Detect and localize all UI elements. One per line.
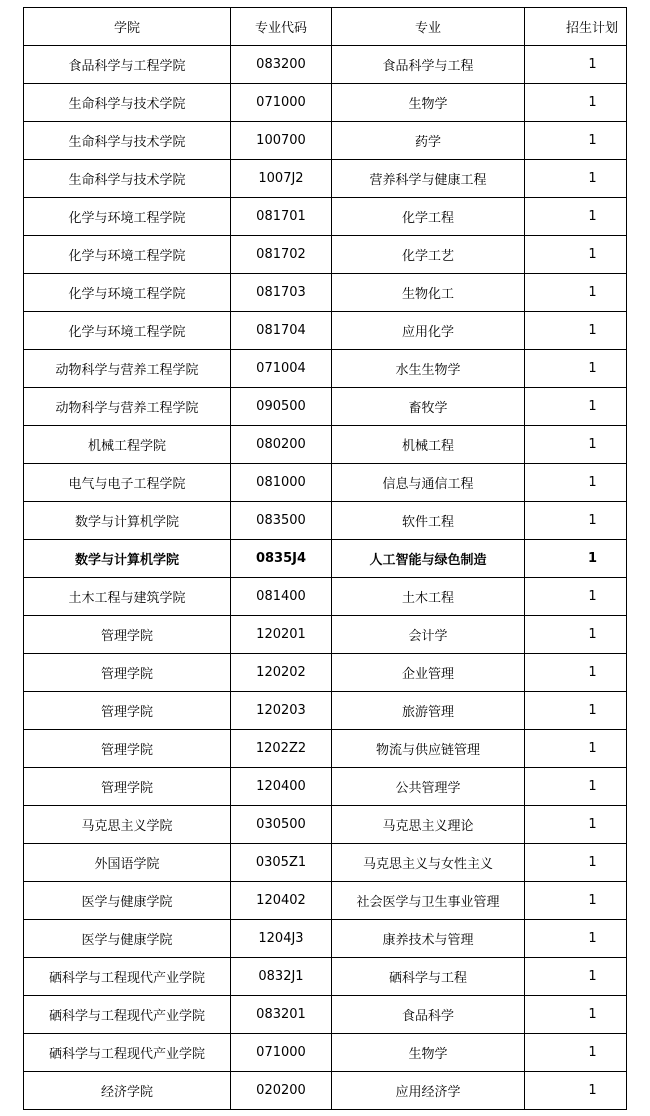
cell-college: 医学与健康学院 [24, 920, 231, 958]
table-row [24, 654, 627, 692]
cell-enrollment-plan: 1 [525, 350, 627, 388]
cell-college: 硒科学与工程现代产业学院 [24, 958, 231, 996]
cell-major-code: 120203 [231, 692, 332, 730]
cell-enrollment-plan: 1 [525, 654, 627, 692]
cell-major-code: 083200 [231, 46, 332, 84]
cell-college: 数学与计算机学院 [24, 540, 231, 578]
cell-major-code: 071000 [231, 1034, 332, 1072]
cell-major-code: 030500 [231, 806, 332, 844]
cell-major-code: 0305Z1 [231, 844, 332, 882]
cell-enrollment-plan: 1 [525, 502, 627, 540]
cell-major: 畜牧学 [332, 388, 525, 426]
header-major: 专业 [332, 8, 525, 46]
cell-college: 医学与健康学院 [24, 882, 231, 920]
cell-major: 食品科学 [332, 996, 525, 1034]
cell-college: 电气与电子工程学院 [24, 464, 231, 502]
cell-major: 马克思主义理论 [332, 806, 525, 844]
cell-college: 动物科学与营养工程学院 [24, 388, 231, 426]
cell-enrollment-plan: 1 [525, 160, 627, 198]
cell-major-code: 1007J2 [231, 160, 332, 198]
table-row [24, 122, 627, 160]
cell-major: 马克思主义与女性主义 [332, 844, 525, 882]
cell-major: 化学工艺 [332, 236, 525, 274]
table-header-row [24, 8, 627, 46]
cell-major-code: 080200 [231, 426, 332, 464]
cell-enrollment-plan: 1 [525, 198, 627, 236]
cell-enrollment-plan: 1 [525, 768, 627, 806]
cell-college: 硒科学与工程现代产业学院 [24, 1034, 231, 1072]
cell-college: 生命科学与技术学院 [24, 122, 231, 160]
table-row [24, 806, 627, 844]
cell-major-code: 090500 [231, 388, 332, 426]
cell-college: 生命科学与技术学院 [24, 160, 231, 198]
cell-enrollment-plan: 1 [525, 84, 627, 122]
cell-college: 管理学院 [24, 692, 231, 730]
cell-college: 化学与环境工程学院 [24, 236, 231, 274]
cell-college: 经济学院 [24, 1072, 231, 1110]
table-row [24, 920, 627, 958]
table-row [24, 312, 627, 350]
cell-enrollment-plan: 1 [525, 616, 627, 654]
cell-major: 生物学 [332, 84, 525, 122]
cell-major: 企业管理 [332, 654, 525, 692]
table-row [24, 616, 627, 654]
cell-major-code: 100700 [231, 122, 332, 160]
table-row [24, 46, 627, 84]
table-row [24, 198, 627, 236]
cell-major-code: 1204J3 [231, 920, 332, 958]
cell-major-code: 081000 [231, 464, 332, 502]
cell-enrollment-plan: 1 [525, 388, 627, 426]
cell-major: 应用经济学 [332, 1072, 525, 1110]
cell-enrollment-plan: 1 [525, 578, 627, 616]
table-row [24, 84, 627, 122]
cell-enrollment-plan: 1 [525, 996, 627, 1034]
cell-college: 马克思主义学院 [24, 806, 231, 844]
cell-college: 生命科学与技术学院 [24, 84, 231, 122]
table-row [24, 1072, 627, 1110]
table-row [24, 996, 627, 1034]
cell-enrollment-plan: 1 [525, 806, 627, 844]
cell-major: 人工智能与绿色制造 [332, 540, 525, 578]
cell-enrollment-plan: 1 [525, 730, 627, 768]
cell-college: 机械工程学院 [24, 426, 231, 464]
cell-major: 康养技术与管理 [332, 920, 525, 958]
cell-enrollment-plan: 1 [525, 312, 627, 350]
table-row [24, 274, 627, 312]
cell-enrollment-plan: 1 [525, 1034, 627, 1072]
cell-college: 硒科学与工程现代产业学院 [24, 996, 231, 1034]
enrollment-plan-table [23, 7, 627, 1110]
cell-enrollment-plan: 1 [525, 426, 627, 464]
table-row [24, 844, 627, 882]
cell-major-code: 020200 [231, 1072, 332, 1110]
cell-major: 水生生物学 [332, 350, 525, 388]
table-row [24, 578, 627, 616]
header-college: 学院 [24, 8, 231, 46]
table-row [24, 426, 627, 464]
cell-enrollment-plan: 1 [525, 958, 627, 996]
cell-major-code: 083500 [231, 502, 332, 540]
cell-major: 公共管理学 [332, 768, 525, 806]
cell-college: 管理学院 [24, 768, 231, 806]
table-row [24, 350, 627, 388]
cell-major: 信息与通信工程 [332, 464, 525, 502]
cell-major-code: 120201 [231, 616, 332, 654]
table-row [24, 464, 627, 502]
cell-major: 软件工程 [332, 502, 525, 540]
cell-major-code: 081400 [231, 578, 332, 616]
cell-major-code: 071004 [231, 350, 332, 388]
table-row [24, 692, 627, 730]
cell-major: 应用化学 [332, 312, 525, 350]
cell-college: 外国语学院 [24, 844, 231, 882]
cell-college: 管理学院 [24, 616, 231, 654]
cell-college: 化学与环境工程学院 [24, 312, 231, 350]
table-row [24, 958, 627, 996]
cell-major-code: 071000 [231, 84, 332, 122]
cell-college: 土木工程与建筑学院 [24, 578, 231, 616]
table-row [24, 1034, 627, 1072]
table-row [24, 502, 627, 540]
cell-major-code: 081701 [231, 198, 332, 236]
cell-major-code: 120202 [231, 654, 332, 692]
cell-major-code: 120402 [231, 882, 332, 920]
cell-major-code: 0835J4 [231, 540, 332, 578]
cell-major: 旅游管理 [332, 692, 525, 730]
cell-major: 硒科学与工程 [332, 958, 525, 996]
table-row [24, 730, 627, 768]
cell-major: 社会医学与卫生事业管理 [332, 882, 525, 920]
cell-enrollment-plan: 1 [525, 236, 627, 274]
table-row [24, 160, 627, 198]
cell-enrollment-plan: 1 [525, 1072, 627, 1110]
cell-major-code: 081703 [231, 274, 332, 312]
cell-major: 土木工程 [332, 578, 525, 616]
header-enrollment-plan: 招生计划 [525, 8, 627, 46]
cell-major: 营养科学与健康工程 [332, 160, 525, 198]
cell-enrollment-plan: 1 [525, 882, 627, 920]
cell-major: 机械工程 [332, 426, 525, 464]
cell-major-code: 1202Z2 [231, 730, 332, 768]
cell-major: 化学工程 [332, 198, 525, 236]
header-major-code: 专业代码 [231, 8, 332, 46]
table-row [24, 236, 627, 274]
cell-enrollment-plan: 1 [525, 46, 627, 84]
cell-enrollment-plan: 1 [525, 692, 627, 730]
cell-college: 管理学院 [24, 730, 231, 768]
table-body [24, 46, 627, 1110]
cell-major: 会计学 [332, 616, 525, 654]
cell-major-code: 0832J1 [231, 958, 332, 996]
cell-enrollment-plan: 1 [525, 920, 627, 958]
cell-enrollment-plan: 1 [525, 122, 627, 160]
cell-enrollment-plan: 1 [525, 540, 627, 578]
cell-major: 食品科学与工程 [332, 46, 525, 84]
cell-major: 物流与供应链管理 [332, 730, 525, 768]
cell-enrollment-plan: 1 [525, 274, 627, 312]
cell-college: 化学与环境工程学院 [24, 274, 231, 312]
cell-major: 生物化工 [332, 274, 525, 312]
cell-college: 数学与计算机学院 [24, 502, 231, 540]
cell-major: 生物学 [332, 1034, 525, 1072]
cell-college: 食品科学与工程学院 [24, 46, 231, 84]
cell-enrollment-plan: 1 [525, 844, 627, 882]
table-row [24, 882, 627, 920]
cell-major: 药学 [332, 122, 525, 160]
cell-major-code: 081702 [231, 236, 332, 274]
table-row [24, 768, 627, 806]
cell-enrollment-plan: 1 [525, 464, 627, 502]
table-row [24, 540, 627, 578]
cell-major-code: 081704 [231, 312, 332, 350]
cell-college: 动物科学与营养工程学院 [24, 350, 231, 388]
cell-college: 化学与环境工程学院 [24, 198, 231, 236]
cell-college: 管理学院 [24, 654, 231, 692]
cell-major-code: 083201 [231, 996, 332, 1034]
cell-major-code: 120400 [231, 768, 332, 806]
table-row [24, 388, 627, 426]
